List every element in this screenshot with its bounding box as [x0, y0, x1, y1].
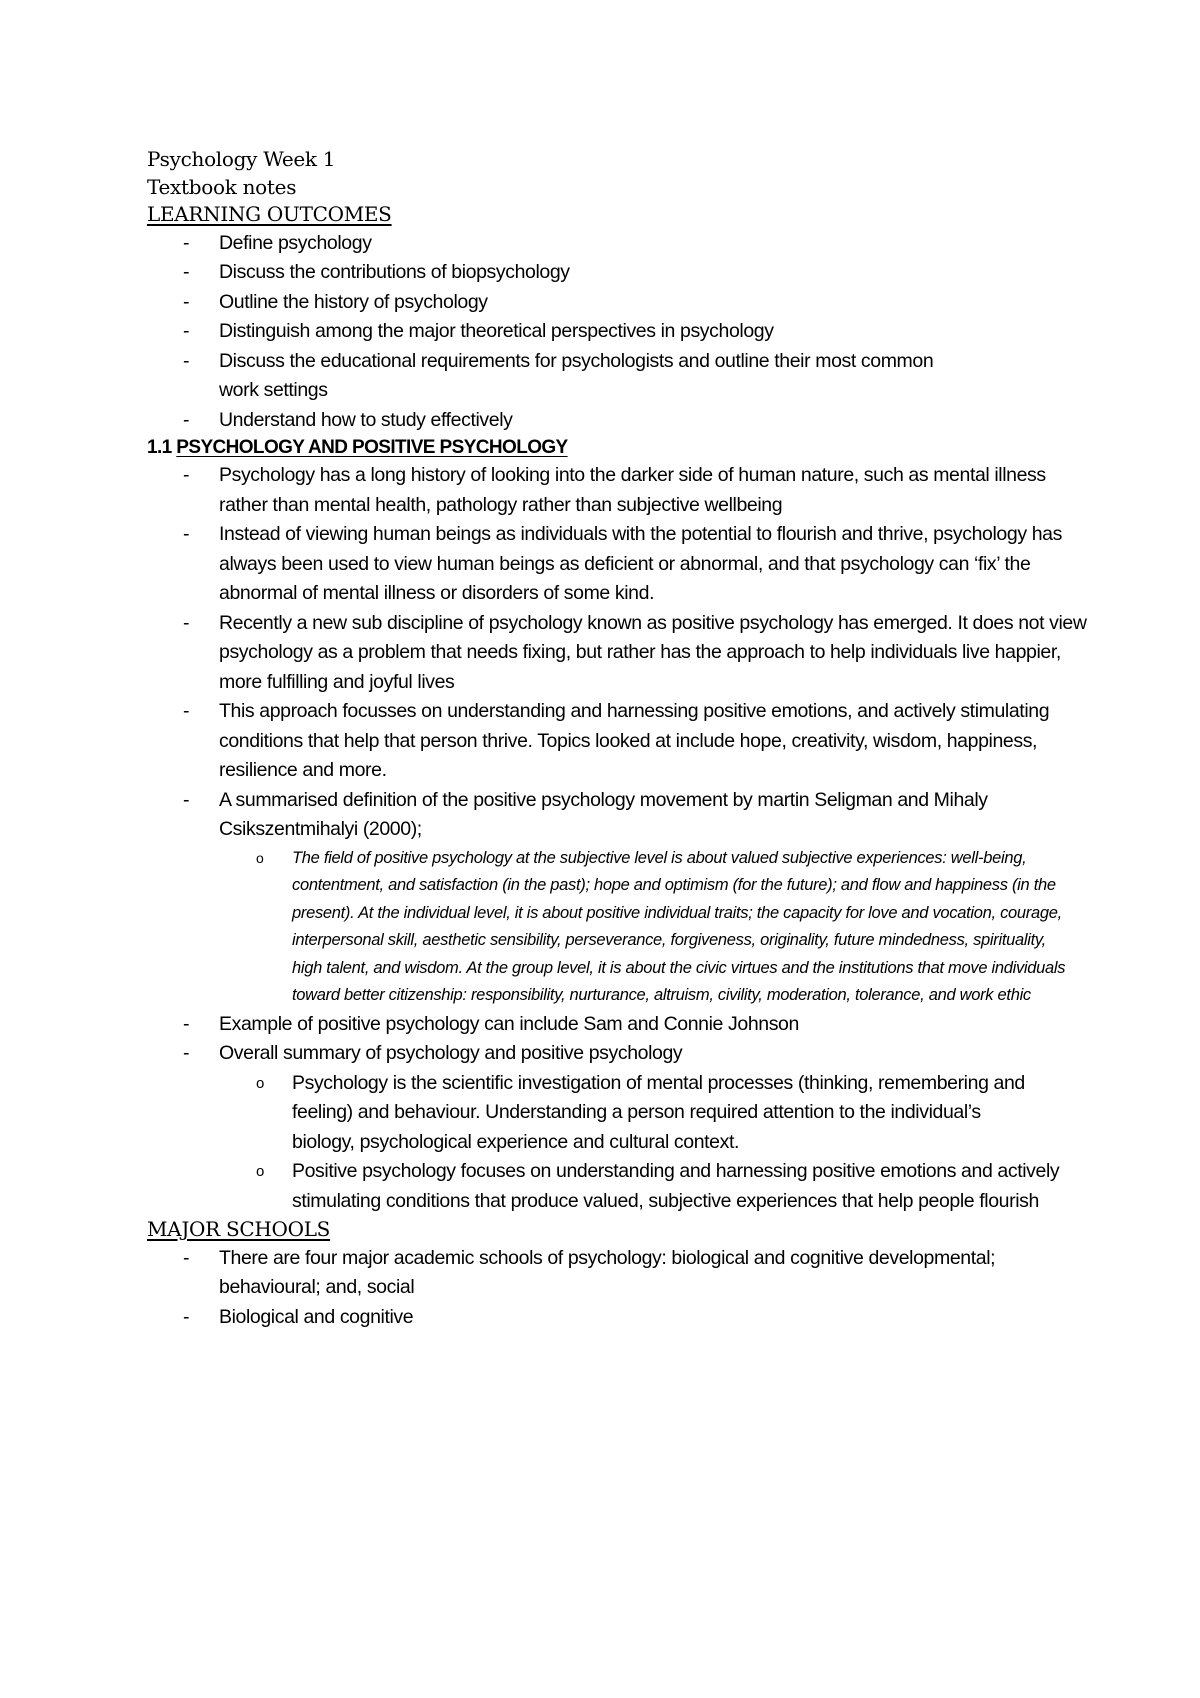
list-item: - Discuss the contributions of biopsychology	[147, 258, 1087, 288]
list-item: - Psychology has a long history of looking into the darker side of human nature, such as mental illness rather than mental health, pathology rather than subjective wellbeing	[147, 461, 1087, 520]
summary-subitem: o Psychology is the scientific investigation of mental processes (thinking, remembering and feeling) and behaviour. Understanding a person required attention to the individual’s biology, psychological experience and cultural context.	[216, 1069, 1087, 1158]
document-body	[147, 146, 1087, 1332]
list-item: - Overall summary of psychology and positive psychology o Psychology is the scientific investigation of mental processes (thinking, remembering and feeling) and behaviour. Understanding a person required attention to the individual’s biology, psychological experience and cultural context. o Positive psychology focuses on understanding and harnessing positive emotions and actively stimulating conditions that produce valued, subjective experiences that help people flourish	[147, 1039, 1087, 1216]
circle-bullet-marker: o	[256, 1074, 264, 1092]
list-item: - Distinguish among the major theoretical perspectives in psychology	[147, 317, 1087, 347]
dash-marker: -	[183, 320, 190, 342]
summary-sublist	[219, 1069, 1087, 1217]
dash-marker: -	[183, 408, 190, 431]
circle-bullet-marker: o	[256, 849, 264, 866]
dash-marker: -	[183, 290, 190, 313]
list-item: - Outline the history of psychology	[147, 288, 1087, 318]
dash-marker: -	[183, 1305, 190, 1328]
dash-marker: -	[183, 464, 190, 486]
summary-subitem: o Positive psychology focuses on understanding and harnessing positive emotions and actively stimulating conditions that produce valued, subjective experiences that help people flourish	[216, 1157, 1087, 1216]
dash-marker: -	[183, 231, 190, 254]
section-number: 1.1	[147, 437, 177, 458]
document-title: Psychology Week 1	[147, 147, 336, 171]
dash-marker: -	[183, 611, 190, 634]
section-heading-learning-outcomes: LEARNING OUTCOMES	[147, 202, 392, 226]
section-title: PSYCHOLOGY AND POSITIVE PSYCHOLOGY	[176, 437, 568, 458]
list-item: - There are four major academic schools of psychology: biological and cognitive developmental; behavioural; and, social	[147, 1244, 1087, 1303]
major-schools-list	[147, 1244, 1087, 1333]
list-item: - Define psychology	[147, 229, 1087, 259]
dash-marker: -	[183, 1012, 190, 1035]
circle-bullet-marker: o	[256, 1163, 264, 1180]
psychology-points-list	[147, 461, 1087, 1216]
definition-quote: o The field of positive psychology at the subjective level is about valued subjective experiences: well-being, contentment, and satisfaction (in the past); hope and optimism (for the future); and flow and happiness (in the present). At the individual level, it is about positive individual traits; the capacity for love and vocation, courage, interpersonal skill, aesthetic sensibility, perseverance, forgiveness, originality, future mindedness, spirituality, high talent, and wisdom. At the group level, it is about the civic virtues and the institutions that move individuals toward better citizenship: responsibility, nurturance, altruism, civility, moderation, tolerance, and work ethic	[216, 845, 1067, 1010]
list-item: - Recently a new sub discipline of psychology known as positive psychology has emerged. It does not view psychology as a problem that needs fixing, but rather has the approach to help individuals live happier, more fulfilling and joyful lives	[147, 609, 1087, 698]
list-item: - A summarised definition of the positive psychology movement by martin Seligman and Mihaly Csikszentmihalyi (2000); o The field of positive psychology at the subjective level is about valued subjective experiences: well-being, contentment, and satisfaction (in the past); hope and optimism (for the future); and flow and happiness (in the present). At the individual level, it is about positive individual traits; the capacity for love and vocation, courage, interpersonal skill, aesthetic sensibility, perseverance, forgiveness, originality, future mindedness, spirituality, high talent, and wisdom. At the group level, it is about the civic virtues and the institutions that move individuals toward better citizenship: responsibility, nurturance, altruism, civility, moderation, tolerance, and work ethic	[147, 786, 1087, 1010]
list-item: - Biological and cognitive	[147, 1303, 1087, 1333]
dash-marker: -	[183, 349, 190, 372]
section-heading-1-1	[147, 435, 1087, 461]
section-heading-major-schools: MAJOR SCHOOLS	[147, 1217, 331, 1241]
list-item: - Example of positive psychology can include Sam and Connie Johnson	[147, 1010, 1087, 1040]
list-item: - This approach focusses on understanding and harnessing positive emotions, and actively stimulating conditions that help that person thrive. Topics looked at include hope, creativity, wisdom, happiness, resilience and more.	[147, 697, 1087, 786]
list-item: - Discuss the educational requirements for psychologists and outline their most common work settings	[147, 347, 1087, 406]
dash-marker: -	[183, 700, 190, 722]
dash-marker: -	[183, 523, 190, 545]
dash-marker: -	[183, 1246, 190, 1269]
list-item: - Understand how to study effectively	[147, 406, 1087, 436]
list-item: - Instead of viewing human beings as individuals with the potential to flourish and thrive, psychology has always been used to view human beings as deficient or abnormal, and that psychology can ‘fix’ the abnormal of mental illness or disorders of some kind.	[147, 520, 1087, 609]
quote-sublist	[219, 845, 1067, 1010]
learning-outcomes-list	[147, 229, 1087, 436]
dash-marker: -	[183, 261, 190, 283]
dash-marker: -	[183, 1042, 190, 1064]
dash-marker: -	[183, 788, 190, 811]
document-subtitle: Textbook notes	[147, 174, 297, 199]
